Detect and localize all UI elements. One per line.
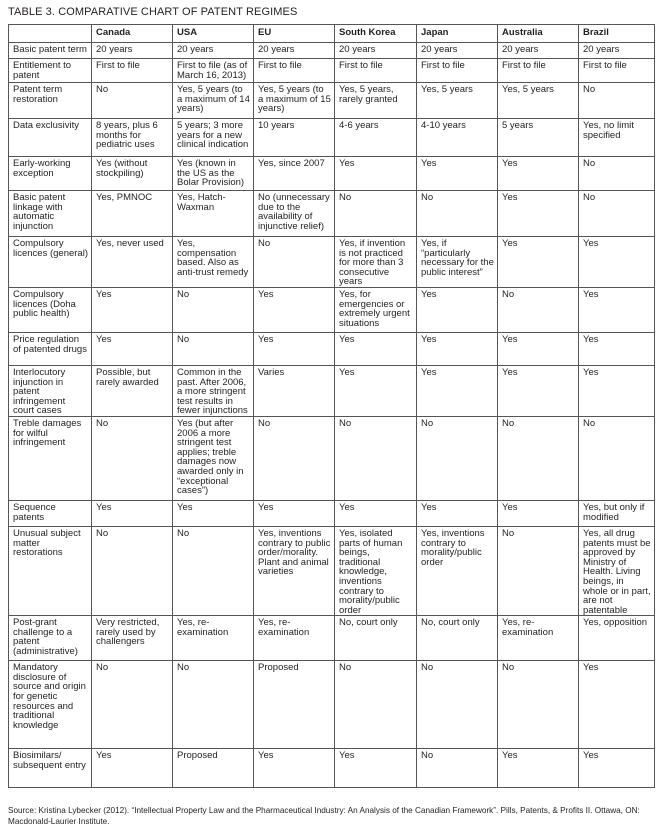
header-usa: USA <box>173 25 254 43</box>
table-cell: First to file <box>417 59 498 83</box>
table-cell: 10 years <box>254 119 335 157</box>
table-cell: No <box>173 332 254 365</box>
table-cell: Yes, for emergencies or extremely urgent situations <box>335 287 417 332</box>
table-cell: Yes <box>579 332 655 365</box>
table-cell: Proposed <box>254 661 335 749</box>
table-cell: No <box>417 191 498 237</box>
table-cell: No <box>417 749 498 788</box>
table-cell: 8 years, plus 6 months for pediatric uses <box>92 119 173 157</box>
table-cell: Yes <box>254 500 335 526</box>
table-cell: No <box>498 661 579 749</box>
table-cell: Yes, all drug patents must be approved by Ministry of Health. Living beings, in whole or in part, are not patentable <box>579 526 655 615</box>
table-row <box>9 43 655 59</box>
table-row <box>9 157 655 191</box>
table-row <box>9 661 655 749</box>
table-cell: Yes <box>417 332 498 365</box>
table-cell: Yes <box>335 500 417 526</box>
row-label: Patent term restoration <box>9 83 92 119</box>
table-cell: Yes, but only if modified <box>579 500 655 526</box>
table-cell: Yes <box>498 191 579 237</box>
table-cell: Yes, re-examination <box>254 616 335 661</box>
row-label: Data exclusivity <box>9 119 92 157</box>
table-cell: Yes <box>417 287 498 332</box>
table-cell: 20 years <box>417 43 498 59</box>
table-cell: No <box>335 661 417 749</box>
table-cell: Varies <box>254 365 335 416</box>
table-cell: 4-6 years <box>335 119 417 157</box>
table-cell: 4-10 years <box>417 119 498 157</box>
table-cell: First to file <box>92 59 173 83</box>
table-cell: Yes, isolated parts of human beings, traditional knowledge, inventions contrary to morality/public order <box>335 526 417 615</box>
table-cell: Yes <box>335 157 417 191</box>
table-cell: Yes, Hatch-Waxman <box>173 191 254 237</box>
header-corner <box>9 25 92 43</box>
table-cell: No <box>173 287 254 332</box>
table-cell: Yes <box>579 661 655 749</box>
table-cell: Yes <box>335 332 417 365</box>
table-cell: Yes, no limit specified <box>579 119 655 157</box>
table-cell: No <box>579 416 655 500</box>
row-label: Mandatory disclosure of source and origin for genetic resources and traditional knowledge <box>9 661 92 749</box>
row-label: Treble damages for wilful infringement <box>9 416 92 500</box>
table-cell: 5 years <box>498 119 579 157</box>
table-cell: Yes, 5 years (to a maximum of 14 years) <box>173 83 254 119</box>
table-cell: Yes, inventions contrary to public order/morality. Plant and animal varieties <box>254 526 335 615</box>
patent-regimes-table <box>8 24 655 788</box>
table-cell: Possible, but rarely awarded <box>92 365 173 416</box>
table-cell: Yes <box>92 749 173 788</box>
table-cell: No <box>92 83 173 119</box>
table-cell: Yes, if “particularly necessary for the public interest” <box>417 237 498 288</box>
table-cell: Yes <box>498 157 579 191</box>
table-cell: 20 years <box>335 43 417 59</box>
table-cell: Yes (but after 2006 a more stringent test applies; treble damages now awarded only in “exceptional cases”) <box>173 416 254 500</box>
row-label: Basic patent term <box>9 43 92 59</box>
row-label: Interlocutory injunction in patent infringement court cases <box>9 365 92 416</box>
table-row <box>9 416 655 500</box>
table-cell: Yes, if invention is not practiced for more than 3 consecutive years <box>335 237 417 288</box>
table-cell: 5 years; 3 more years for a new clinical indication <box>173 119 254 157</box>
row-label: Sequence patents <box>9 500 92 526</box>
table-cell: Very restricted, rarely used by challengers <box>92 616 173 661</box>
table-cell: Yes <box>579 237 655 288</box>
table-cell: Yes <box>254 332 335 365</box>
table-cell: Yes <box>173 500 254 526</box>
table-cell: 20 years <box>254 43 335 59</box>
header-brazil: Brazil <box>579 25 655 43</box>
source-note: Source: Kristina Lybecker (2012). “Intellectual Property Law and the Pharmaceutical Industry: An Analysis of the Canadian Framework”. Pills, Patents, & Profits II. Ottawa, ON: Macdonald-Laurier Institute. <box>8 806 640 826</box>
header-south-korea: South Korea <box>335 25 417 43</box>
table-cell: Yes <box>579 365 655 416</box>
header-australia: Australia <box>498 25 579 43</box>
table-row <box>9 191 655 237</box>
table-row <box>9 365 655 416</box>
table-cell: Yes <box>92 500 173 526</box>
table-cell: First to file <box>254 59 335 83</box>
table-cell: Yes <box>92 287 173 332</box>
table-cell: No <box>498 287 579 332</box>
table-cell: No <box>498 416 579 500</box>
table-cell: First to file <box>579 59 655 83</box>
row-label: Basic patent linkage with automatic injunction <box>9 191 92 237</box>
table-cell: Yes, 5 years, rarely granted <box>335 83 417 119</box>
table-cell: Yes, since 2007 <box>254 157 335 191</box>
table-cell: Yes, compensation based. Also as anti-trust remedy <box>173 237 254 288</box>
table-row <box>9 526 655 615</box>
table-row <box>9 332 655 365</box>
table-row <box>9 749 655 788</box>
row-label: Biosimilars/ subsequent entry <box>9 749 92 788</box>
table-cell: No <box>417 416 498 500</box>
table-row <box>9 500 655 526</box>
row-label: Early-working exception <box>9 157 92 191</box>
table-row <box>9 616 655 661</box>
table-cell: No <box>92 416 173 500</box>
table-cell: Yes <box>498 500 579 526</box>
table-cell: Yes (without stockpiling) <box>92 157 173 191</box>
table-cell: First to file (as of March 16, 2013) <box>173 59 254 83</box>
table-cell: No, court only <box>335 616 417 661</box>
header-canada: Canada <box>92 25 173 43</box>
table-cell: Yes <box>498 332 579 365</box>
table-cell: Yes <box>254 287 335 332</box>
table-cell: Yes, re-examination <box>173 616 254 661</box>
table-cell: Yes, 5 years (to a maximum of 15 years) <box>254 83 335 119</box>
table-row <box>9 59 655 83</box>
table-cell: No <box>254 416 335 500</box>
row-label: Post-grant challenge to a patent (administrative) <box>9 616 92 661</box>
row-label: Unusual subject matter restorations <box>9 526 92 615</box>
table-cell: No <box>254 237 335 288</box>
table-row <box>9 119 655 157</box>
table-cell: 20 years <box>173 43 254 59</box>
table-body <box>9 43 655 788</box>
table-cell: No, court only <box>417 616 498 661</box>
table-cell: Yes <box>335 365 417 416</box>
table-cell: Yes <box>498 365 579 416</box>
table-cell: Yes <box>498 237 579 288</box>
table-row <box>9 287 655 332</box>
table-cell: Yes <box>498 749 579 788</box>
table-cell: No <box>335 416 417 500</box>
table-cell: Yes <box>417 157 498 191</box>
table-cell: Yes <box>417 365 498 416</box>
table-cell: No <box>579 191 655 237</box>
table-cell: 20 years <box>498 43 579 59</box>
table-cell: No <box>173 526 254 615</box>
table-cell: Yes <box>417 500 498 526</box>
table-cell: No <box>498 526 579 615</box>
table-cell: Yes, inventions contrary to morality/public order <box>417 526 498 615</box>
table-cell: Yes <box>579 287 655 332</box>
table-cell: No <box>92 526 173 615</box>
row-label: Entitlement to patent <box>9 59 92 83</box>
table-cell: 20 years <box>579 43 655 59</box>
header-row <box>9 25 655 43</box>
table-title: TABLE 3. COMPARATIVE CHART OF PATENT REGIMES <box>8 6 298 18</box>
table-cell: No <box>335 191 417 237</box>
table-cell: First to file <box>498 59 579 83</box>
table-row <box>9 237 655 288</box>
header-eu: EU <box>254 25 335 43</box>
table-cell: Proposed <box>173 749 254 788</box>
table-cell: Yes, PMNOC <box>92 191 173 237</box>
table-cell: No <box>579 83 655 119</box>
table-cell: No <box>92 661 173 749</box>
table-cell: Yes <box>579 749 655 788</box>
table-cell: Yes (known in the US as the Bolar Provision) <box>173 157 254 191</box>
row-label: Compulsory licences (Doha public health) <box>9 287 92 332</box>
table-cell: 20 years <box>92 43 173 59</box>
table-cell: Yes, 5 years <box>417 83 498 119</box>
table-cell: No <box>173 661 254 749</box>
table-cell: Yes <box>92 332 173 365</box>
table-cell: Yes, never used <box>92 237 173 288</box>
table-cell: No <box>579 157 655 191</box>
header-japan: Japan <box>417 25 498 43</box>
table-cell: Yes, opposition <box>579 616 655 661</box>
table-cell: No <box>417 661 498 749</box>
table-cell: Yes <box>335 749 417 788</box>
table-cell: Yes, re-examination <box>498 616 579 661</box>
row-label: Compulsory licences (general) <box>9 237 92 288</box>
table-cell: Common in the past. After 2006, a more stringent test results in fewer injunctions <box>173 365 254 416</box>
table-cell: First to file <box>335 59 417 83</box>
table-cell: Yes, 5 years <box>498 83 579 119</box>
table-cell: Yes <box>254 749 335 788</box>
row-label: Price regulation of patented drugs <box>9 332 92 365</box>
table-cell: No (unnecessary due to the availability of injunctive relief) <box>254 191 335 237</box>
table-row <box>9 83 655 119</box>
